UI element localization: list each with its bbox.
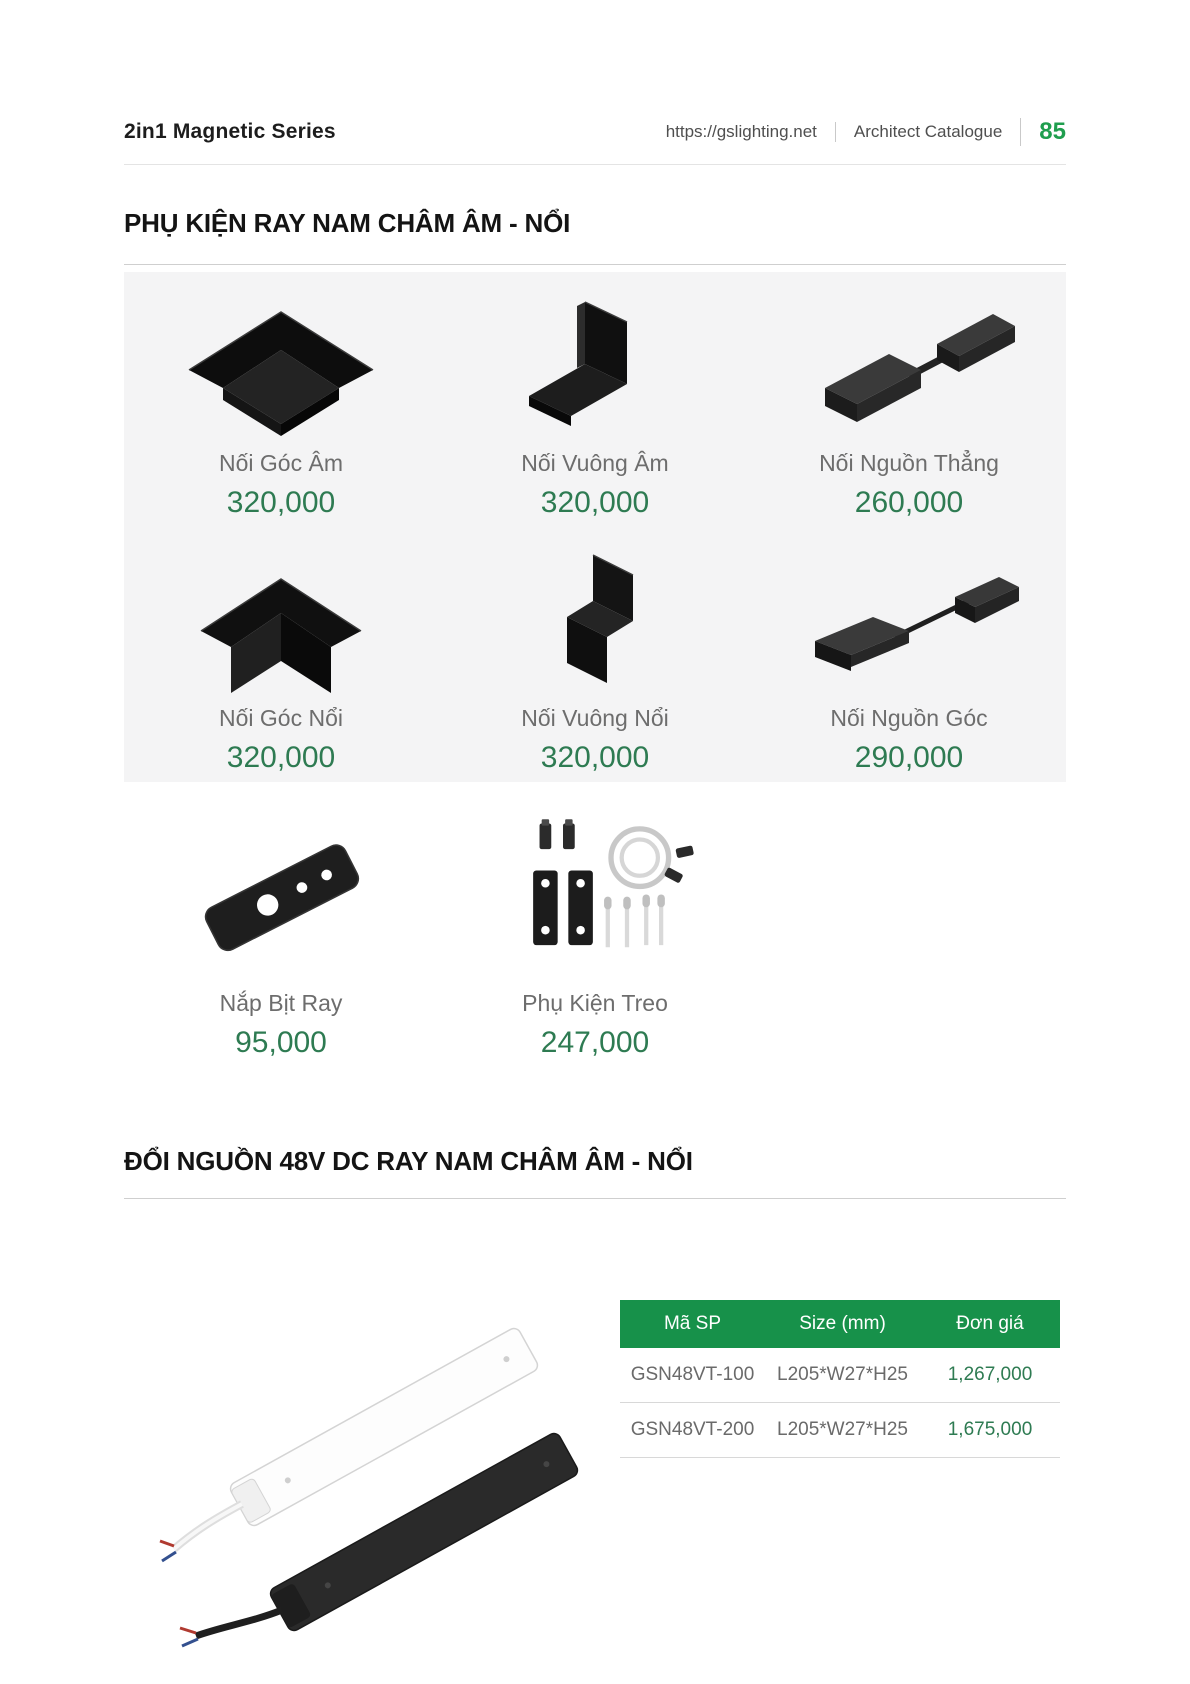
empty-cell: [752, 792, 1066, 1092]
section-divider: [124, 264, 1066, 265]
header-meta: [666, 118, 1066, 146]
product-image: [477, 286, 713, 444]
product-image: [477, 541, 713, 699]
product-card: [752, 527, 1066, 782]
led-drivers-image: [124, 1212, 594, 1652]
product-price: 320,000: [226, 741, 336, 774]
col-header-code: Mã SP: [663, 1313, 722, 1334]
product-card: [124, 527, 438, 782]
product-price: 1,675,000: [947, 1419, 1033, 1440]
section-title-accessories: PHỤ KIỆN RAY NAM CHÂM ÂM - NỔI: [124, 208, 571, 238]
suspension-kit-image: [477, 815, 713, 975]
recessed-corner-connector-image: [163, 290, 399, 440]
header-divider: [124, 164, 1066, 165]
product-card: [438, 527, 752, 782]
track-end-cap-image: [163, 815, 399, 975]
col-header-price: Đơn giá: [956, 1313, 1024, 1334]
product-card: [124, 272, 438, 527]
page-header: [124, 118, 1066, 146]
section-title-drivers: ĐỔI NGUỒN 48V DC RAY NAM CHÂM ÂM - NỔI: [124, 1146, 693, 1176]
product-image: [163, 806, 399, 984]
product-price: 320,000: [540, 741, 650, 774]
product-name: Phụ Kiện Treo: [522, 990, 668, 1016]
product-image: [791, 541, 1027, 699]
product-price: 247,000: [540, 1026, 650, 1059]
product-image: [163, 541, 399, 699]
product-name: Nối Nguồn Thẳng: [819, 450, 999, 476]
table-row: [620, 1348, 1060, 1403]
catalogue-label: Architect Catalogue: [835, 122, 1002, 142]
product-card: [438, 272, 752, 527]
product-price: 320,000: [226, 486, 336, 519]
product-price: 1,267,000: [947, 1364, 1033, 1385]
straight-power-connector-image: [791, 290, 1027, 440]
product-image: [163, 286, 399, 444]
col-header-size: Size (mm): [799, 1313, 886, 1334]
product-card: [438, 792, 752, 1092]
page-number: 85: [1020, 118, 1066, 146]
product-name: Nắp Bịt Ray: [219, 990, 343, 1016]
product-price: 320,000: [540, 486, 650, 519]
product-size: L205*W27*H25: [777, 1419, 908, 1440]
driver-image: [124, 1212, 594, 1657]
product-image: [791, 286, 1027, 444]
accessories-row-3: [124, 792, 1066, 1092]
product-card: [752, 272, 1066, 527]
website-link[interactable]: https://gslighting.net: [665, 122, 817, 141]
product-code: GSN48VT-200: [630, 1419, 755, 1440]
surface-square-connector-image: [477, 545, 713, 695]
product-card: [124, 792, 438, 1092]
series-title: 2in1 Magnetic Series: [124, 120, 336, 143]
product-name: Nối Vuông Âm: [521, 450, 669, 476]
product-price: 290,000: [854, 741, 964, 774]
product-size: L205*W27*H25: [777, 1364, 908, 1385]
spec-table: [620, 1300, 1060, 1458]
table-row: [620, 1403, 1060, 1458]
surface-corner-connector-image: [163, 545, 399, 695]
accessories-panel: [124, 272, 1066, 782]
product-code: GSN48VT-100: [630, 1364, 755, 1385]
corner-power-connector-image: [791, 545, 1027, 695]
product-image: [477, 806, 713, 984]
product-name: Nối Nguồn Góc: [830, 705, 988, 731]
product-price: 95,000: [235, 1026, 327, 1059]
recessed-square-connector-image: [477, 290, 713, 440]
product-name: Nối Góc Âm: [219, 450, 343, 476]
product-price: 260,000: [854, 486, 964, 519]
section-divider: [124, 1198, 1066, 1199]
table-header-row: [620, 1300, 1060, 1348]
product-name: Nối Vuông Nổi: [521, 705, 669, 731]
product-name: Nối Góc Nổi: [219, 705, 343, 731]
